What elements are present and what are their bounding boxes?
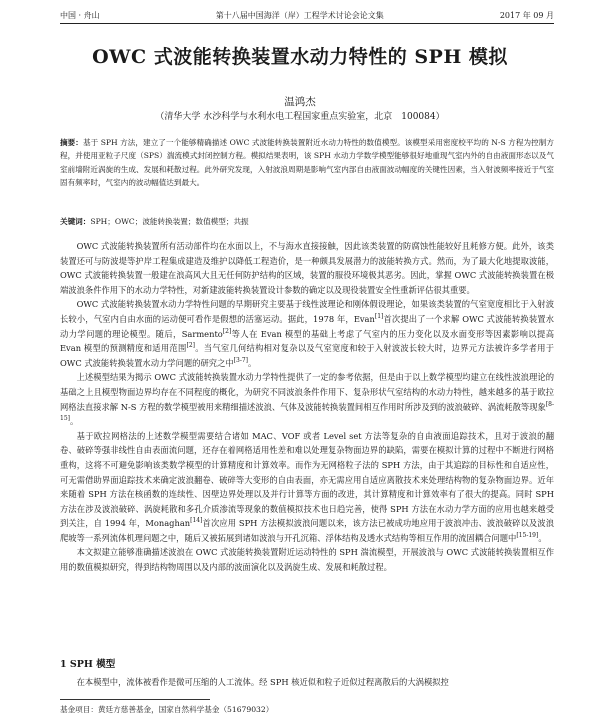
abstract-text: 基于 SPH 方法，建立了一个能够精确描述 OWC 式波能转换装置附近水动力特性的数值模型。该模型采用密度校平均的 N-S 方程为控制方程，并使用亚粒子尺度（SPS）湍流模式封闭控制方程。模拟结果表明，该 SPH 水动力学数学模型能够很好地重现气室内外的自由液面形态以及气室前墙附近涡旋的生成、发展和耗散过程。此外研究发现，入射波浪周期是影响气室内部自由液面波动幅度的关键性因素，当入射波频率接近于气室固有频率时，气室内的波动幅值达到最大。 <box>60 138 554 187</box>
footnote: 基金项目：黄廷方慈善基金，国家自然科学基金（51679032） <box>60 705 274 714</box>
affiliation: （清华大学 水沙科学与水利水电工程国家重点实验室，北京 100084） <box>155 112 445 122</box>
citation: [2] <box>186 342 195 350</box>
section-text: 在本模型中，流体被看作是微可压缩的人工流体。经 SPH 核近似和粒子近似过程离散后的大涡模拟控 <box>76 677 449 687</box>
paragraph-2: OWC 式波能转换装置水动力学特性问题的早期研究主要基于线性波理论和刚体假设理论，如果该类装置的气室宽度相比于入射波长较小，气室内自由水面的运动便可看作是假想的活塞运动。据此，1978 年，Evan[1]首次提出了一个求解 OWC 式波能转换装置水动力学问题的理论模型。随后，Sarmento[2]等人在 Evan 模型的基础上考虑了气室内的压力变化以及水面变形等因素影响以提高 Evan 模型的预测精度和适用范围[2]。当气室几何结构相对复杂以及气室宽度和较于入射波波长较大时，边界元方法被许多学者用于 OWC 式波能转换装置水动力学问题的研究之中[3-7]。 <box>60 299 554 368</box>
keywords-text: SPH；OWC；波能转换装置；数值模型；共振 <box>90 217 249 226</box>
paragraph-3: 上述模型结果为揭示 OWC 式波能转换装置水动力学特性提供了一定的参考依据，但是由于以上数学模型均建立在线性波浪理论的基础之上且模型物面边界均存在不同程度的概化，为研究不同波浪条件作用下、复杂形状气室结构的水动力特性，越来越多的基于欧拉网格法直接求解 N-S 方程的数学模型被用来精细描述波浪、气体及波能转换装置间相互作用时所涉及到的波浪破碎、涡流耗散等现象[8-15]。 <box>60 372 554 427</box>
keywords <box>60 216 554 227</box>
section-heading: 1 SPH 模型 <box>60 659 116 670</box>
citation: [14] <box>190 517 203 525</box>
paragraph-1: OWC 式波能转换装置所有活动部件均在水面以上，不与海水直接接触，因此该类装置的防腐蚀性能较好且耗修方便。此外，该类装置还可与防波堤等护岸工程集成建造及维护以降低工程造价，是一种颇具发展潜力的波能转换方式。然而，为了最大化地提取波能，OWC 式波能转换装置一般建在浪高风大且无任何防护结构的区域，装置的服役环境极其恶劣。因此，掌握 OWC 式波能转换装置在极端波浪条件作用下的水动力学特性，对新建波能转换装置设计参数的确定以及现役装置安全性重新评估很其重要。 <box>60 241 554 295</box>
citation: [3-7] <box>233 356 249 364</box>
keywords-label: 关键词： <box>60 217 91 226</box>
running-header <box>60 10 554 24</box>
citation: [15-19] <box>516 532 539 540</box>
paper-title: OWC 式波能转换装置水动力特性的 SPH 模拟 <box>92 46 508 68</box>
abstract <box>60 136 554 189</box>
header-location: 中国 · 舟山 <box>60 11 100 20</box>
paragraph-4: 基于欧拉网格法的上述数学模型需要结合诸如 MAC、VOF 或者 Level set 方法等复杂的自由液面追踪技术，且对于波浪的翻卷、破碎等强非线性自由表面流问题，还存在着网格适用性差和难以处理复杂物面边界的缺陷，需要在模拟计算的过程中不断进行网格重构，这将不可避免影响该类数学模型的计算精度和计算效率。而作为无网格粒子法的 SPH 方法，由于其追踪的目标性和自适应性，可无需借助界面追踪技术来确定波浪翻卷、破碎等大变形的自由表面，亦无需应用自适应离散技术来处理结构物的复杂物面边界。近年来随着 SPH 方法在核函数的连续性、因壁边界处理以及并行计算等方面的改进，其计算精度和计算效率有了很大的提高。同时 SPH 方法在涉及波浪破碎、涡旋耗散和多孔介质渗流等现象的数值模拟技术也日趋完善，使得 SPH 方法在水动力学方面的应用也越来越受到关注，自 1994 年，Monaghan[14]首次应用 SPH 方法模拟波浪问题以来，该方法已被成功地应用于波浪冲击、波浪破碎以及波浪爬坡等一系列流体机理问题之中，随后又被拓展到诸如波浪与开孔沉箱、浮体结构及透水式结构等相互作用的流固耦合问题中[15-19]。 <box>60 430 555 543</box>
citation: [2] <box>222 327 232 335</box>
header-date: 2017 年 09 月 <box>499 11 554 20</box>
abstract-label: 摘要： <box>60 138 83 147</box>
body-text <box>60 239 554 575</box>
citation: [8-15] <box>60 400 554 423</box>
citation: [1] <box>374 313 384 321</box>
paragraph-5: 本文拟建立能够准确描述波浪在 OWC 式波能转换装置附近运动特性的 SPH 湍流模型，开展波浪与 OWC 式波能转换装置相互作用的数值模拟研究，得到结构物周围以及内部的波面演化以及涡旋生成、发展和耗散过程。 <box>60 547 554 573</box>
footnote-divider <box>60 699 210 700</box>
author: 温鸿杰 <box>284 96 316 108</box>
header-proceedings: 第十八届中国海洋（岸）工程学术讨论会论文集 <box>215 11 384 20</box>
